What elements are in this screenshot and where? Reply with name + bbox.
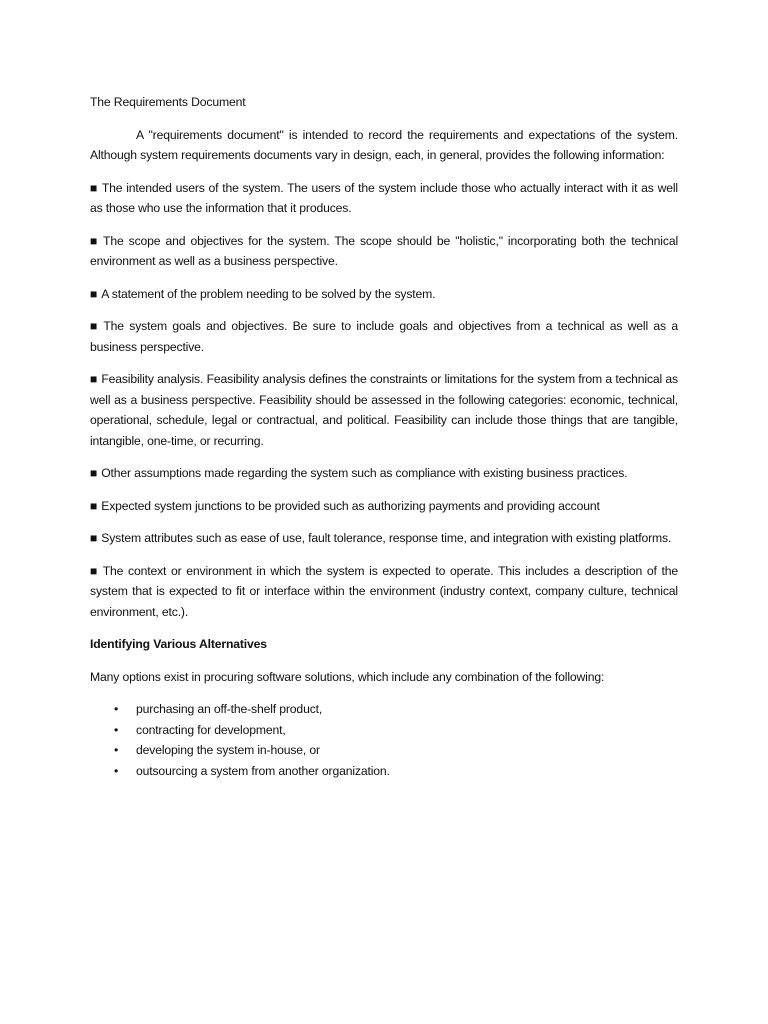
bullet-icon: • — [114, 763, 119, 778]
list-item-text: Feasibility analysis. Feasibility analysis defines the constraints or limitations for the system from a technical as well as a business perspective. Feasibility should be assessed in the following categories: economic, technical, operational, schedule, legal or contractual, and political. Feasibility can include those things that are tangible, intangible, one-time, or recurring. — [90, 372, 678, 448]
list-item-text: Other assumptions made regarding the system such as compliance with existing business practices. — [101, 466, 628, 480]
list-item — [114, 740, 678, 761]
intro-paragraph: A "requirements document" is intended to record the requirements and expectations of the system. Although system requirements documents vary in design, each, in general, provides the following information: — [90, 127, 678, 162]
bullet-icon: • — [114, 722, 119, 737]
square-bullet-icon: ■ — [90, 466, 98, 480]
list-item-text: Expected system junctions to be provided such as authorizing payments and providing account — [101, 498, 600, 513]
square-bullet-icon: ■ — [90, 180, 98, 195]
list-item — [114, 761, 678, 782]
bullet-icon: • — [114, 702, 119, 716]
square-bullet-icon: ■ — [90, 372, 98, 386]
list-item — [90, 463, 678, 484]
square-bullet-icon: ■ — [90, 286, 98, 301]
list-item — [90, 496, 678, 517]
square-bullet-icon: ■ — [90, 563, 99, 578]
section-heading-requirements: The Requirements Document — [90, 95, 246, 109]
list-item — [90, 528, 678, 549]
list-item-text: The system goals and objectives. Be sure to include goals and objectives from a technical as well as a business perspective. — [90, 319, 678, 354]
list-item-text: purchasing an off-the-shelf product, — [136, 702, 323, 716]
list-item — [90, 369, 678, 451]
list-item — [90, 561, 678, 623]
square-bullet-icon: ■ — [90, 498, 98, 513]
section-heading-alternatives: Identifying Various Alternatives — [90, 637, 267, 651]
list-item-text: The context or environment in which the system is expected to operate. This includes a description of the system that is expected to fit or interface within the environment (industry context, company culture, technical environment, etc.). — [90, 563, 678, 619]
square-bullet-icon: ■ — [90, 319, 100, 333]
square-bullet-icon: ■ — [90, 531, 98, 545]
list-item-text: System attributes such as ease of use, fault tolerance, response time, and integration with existing platforms. — [101, 531, 672, 545]
list-item-text: outsourcing a system from another organization. — [136, 763, 390, 778]
list-item — [90, 316, 678, 357]
bullet-icon: • — [114, 743, 119, 757]
list-item-text: contracting for development, — [136, 722, 286, 737]
list-item-text: The intended users of the system. The users of the system include those who actually interact with it as well as those who use the information that it produces. — [90, 180, 678, 215]
document-page — [90, 92, 678, 781]
square-bullet-icon: ■ — [90, 233, 100, 248]
list-item — [90, 284, 678, 305]
options-intro-paragraph: Many options exist in procuring software solutions, which include any combination of the following: — [90, 669, 605, 684]
list-item — [114, 699, 678, 720]
list-item-text: A statement of the problem needing to be solved by the system. — [101, 286, 436, 301]
list-item — [90, 178, 678, 219]
options-list — [90, 699, 678, 781]
list-item — [90, 231, 678, 272]
list-item-text: developing the system in-house, or — [136, 743, 320, 757]
list-item-text: The scope and objectives for the system. The scope should be "holistic," incorporating both the technical environment as well as a business perspective. — [90, 233, 678, 268]
list-item — [114, 720, 678, 741]
